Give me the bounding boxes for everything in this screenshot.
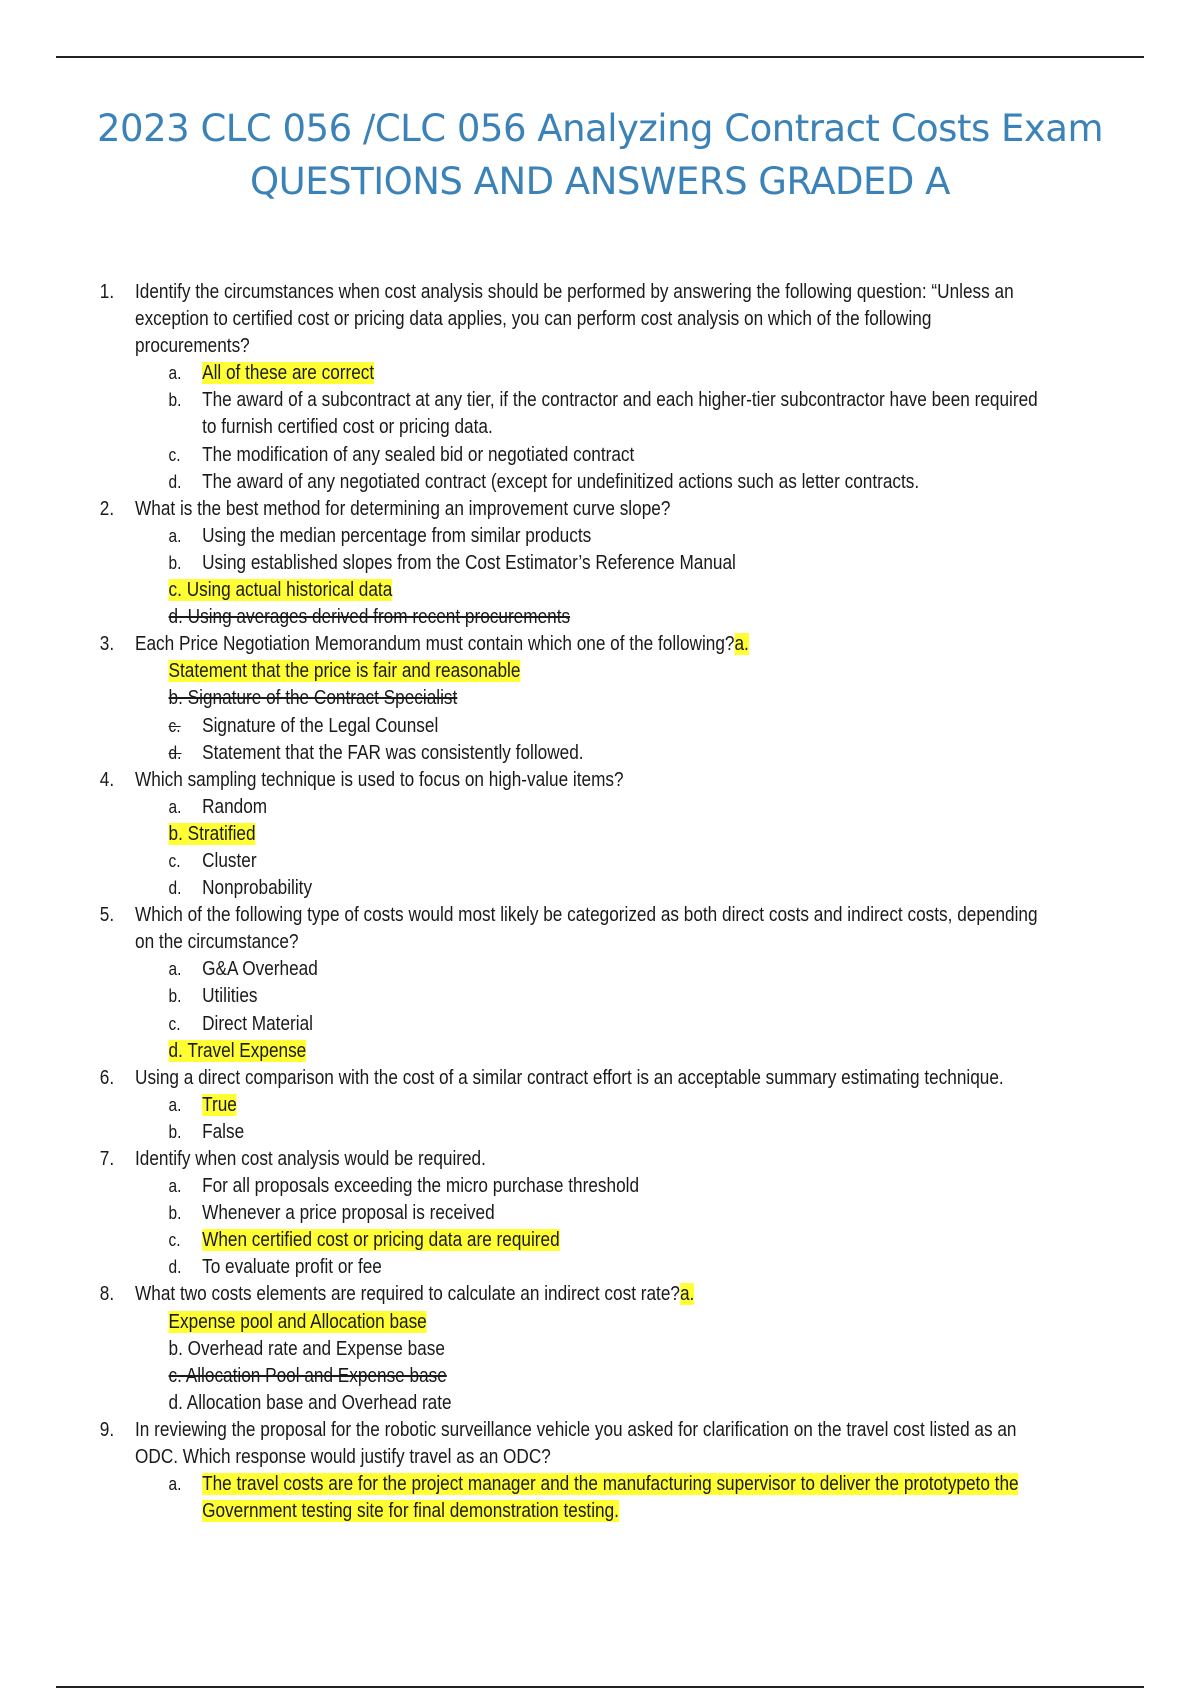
option-text: Statement that the FAR was consistently followed. <box>202 741 584 764</box>
question-item <box>0 1417 1047 1471</box>
question-text: In reviewing the proposal for the robotic surveillance vehicle you asked for clarification on the travel cost listed as an ODC. Which response would justify travel as an ODC? <box>135 1418 1017 1469</box>
option-text: d. Allocation base and Overhead rate <box>168 1391 452 1414</box>
question-item <box>0 496 1047 523</box>
option-text: Cluster <box>202 849 257 872</box>
option-letter: c. <box>168 1230 181 1251</box>
option-letter: c. <box>168 715 181 736</box>
option-letter: d. <box>168 1257 182 1278</box>
option-text: b. Stratified <box>168 822 256 845</box>
answer-option-correct <box>0 658 1020 685</box>
option-text: Utilities <box>202 985 258 1008</box>
option-text: Signature of the Legal Counsel <box>202 714 439 737</box>
answer-option <box>0 1254 1054 1281</box>
question-item <box>0 1281 1047 1308</box>
answer-option <box>0 794 1054 821</box>
answer-option <box>0 1336 1020 1363</box>
footer-rule <box>56 1686 1144 1688</box>
option-text: Using the median percentage from similar products <box>202 524 592 547</box>
option-letter: d. <box>168 742 182 763</box>
answer-option-correct <box>0 1038 1020 1065</box>
option-text: For all proposals exceeding the micro purchase threshold <box>202 1175 640 1198</box>
question-number: 9. <box>99 1418 115 1441</box>
option-letter: a. <box>168 796 182 817</box>
question-number: 7. <box>99 1148 115 1170</box>
question-text: Using a direct comparison with the cost of a similar contract effort is an acceptable summary estimating technique. <box>135 1066 1004 1089</box>
option-letter: b. <box>168 390 182 411</box>
option-text: c. Allocation Pool and Expense base <box>168 1364 447 1387</box>
option-letter: a. <box>168 1094 182 1115</box>
option-letter: b. <box>168 1121 182 1142</box>
option-text: True <box>202 1093 237 1116</box>
title-line-1: 2023 CLC 056 /CLC 056 Analyzing Contract Costs Exam <box>97 107 1103 150</box>
option-letter: c. <box>168 850 181 871</box>
question-list-inner <box>0 279 1200 1525</box>
option-text: Expense pool and Allocation base <box>168 1310 427 1333</box>
answer-option-correct <box>0 1309 1020 1336</box>
option-letter: b. <box>168 552 182 573</box>
option-text: All of these are correct <box>202 362 375 385</box>
question-item <box>0 767 1047 794</box>
option-text: The award of any negotiated contract (except for undefinitized actions such as letter contracts. <box>202 470 920 493</box>
option-text: b. Overhead rate and Expense base <box>168 1337 445 1360</box>
option-text: The modification of any sealed bid or negotiated contract <box>202 443 635 466</box>
answer-option <box>0 469 1054 496</box>
option-text: d. Using averages derived from recent procurements <box>168 606 571 629</box>
question-item <box>0 1065 1047 1092</box>
question-text: Each Price Negotiation Memorandum must contain which one of the following? <box>135 633 735 656</box>
option-text: Whenever a price proposal is received <box>202 1202 495 1225</box>
question-item <box>0 902 1047 956</box>
option-text: b. Signature of the Contract Specialist <box>168 687 458 710</box>
question-list <box>0 279 1038 1525</box>
answer-option-correct <box>0 821 1020 848</box>
answer-option-correct <box>0 1227 1054 1254</box>
option-text: d. Travel Expense <box>168 1039 307 1062</box>
option-letter: d. <box>168 878 182 899</box>
question-number: 6. <box>99 1066 115 1089</box>
option-text: Nonprobability <box>202 877 313 900</box>
answer-option <box>0 523 1054 550</box>
option-letter: d. <box>168 471 182 492</box>
option-text: The travel costs are for the project manager and the manufacturing supervisor to deliver the prototypeto the Government testing site for final demonstration testing. <box>202 1473 1019 1523</box>
option-letter: b. <box>168 986 182 1007</box>
option-letter: a. <box>168 1474 182 1495</box>
question-item <box>0 279 1047 360</box>
header-rule <box>56 56 1144 58</box>
option-letter: a. <box>168 525 182 546</box>
question-number: 4. <box>99 768 115 791</box>
answer-option <box>0 550 1054 577</box>
option-text: G&A Overhead <box>202 958 318 981</box>
question-number: 5. <box>99 904 115 927</box>
answer-option <box>0 604 1020 631</box>
answer-option <box>0 848 1054 875</box>
question-number: 3. <box>99 633 115 656</box>
answer-option <box>0 713 1054 740</box>
answer-option-correct <box>0 577 1020 604</box>
title-line-2: QUESTIONS AND ANSWERS GRADED A <box>250 160 950 203</box>
option-text: When certified cost or pricing data are required <box>202 1229 560 1252</box>
answer-option <box>0 1390 1020 1417</box>
question-text: Identify when cost analysis would be required. <box>135 1148 486 1170</box>
question-item <box>0 1146 1047 1173</box>
question-text: What two costs elements are required to calculate an indirect cost rate? <box>135 1283 680 1306</box>
option-text: Direct Material <box>202 1012 313 1035</box>
answer-option <box>0 1119 1054 1146</box>
option-text: Using established slopes from the Cost Estimator’s Reference Manual <box>202 551 736 574</box>
option-letter: a. <box>168 363 182 384</box>
question-text: What is the best method for determining an improvement curve slope? <box>135 497 671 520</box>
option-letter: a. <box>168 1176 182 1197</box>
answer-option <box>0 1011 1054 1038</box>
answer-option <box>0 1363 1020 1390</box>
question-number: 1. <box>99 281 115 303</box>
option-text: The award of a subcontract at any tier, if the contractor and each higher-tier subcontractor have been required to furnish certified cost or pricing data. <box>202 389 1038 439</box>
question-text: Identify the circumstances when cost analysis should be performed by answering the following question: “Unless an exception to certified cost or pricing data applies, you can perform cost analysis on which of the following procurements? <box>135 281 1014 358</box>
answer-option-correct <box>0 360 1054 387</box>
option-letter: a. <box>168 959 182 980</box>
answer-option <box>0 740 1054 767</box>
answer-option <box>0 1200 1054 1227</box>
answer-option <box>0 442 1054 469</box>
question-text: Which sampling technique is used to focus on high-value items? <box>135 768 624 791</box>
answer-option <box>0 1173 1054 1200</box>
question-answer-letter: a. <box>734 633 749 656</box>
option-text: c. Using actual historical data <box>168 579 393 602</box>
option-letter: c. <box>168 1013 181 1034</box>
answer-option <box>0 956 1054 983</box>
document-title <box>56 102 1144 208</box>
question-number: 8. <box>99 1283 115 1306</box>
answer-option-correct <box>0 1092 1054 1119</box>
option-letter: c. <box>168 444 181 465</box>
option-letter: b. <box>168 1203 182 1224</box>
question-item <box>0 631 1047 658</box>
question-text: Which of the following type of costs would most likely be categorized as both direct costs and indirect costs, depending on the circumstance? <box>135 904 1038 954</box>
option-text: To evaluate profit or fee <box>202 1256 382 1279</box>
question-answer-letter: a. <box>679 1283 695 1306</box>
option-text: False <box>202 1120 245 1143</box>
option-text: Statement that the price is fair and reasonable <box>168 660 521 683</box>
answer-option <box>0 983 1054 1010</box>
option-text: Random <box>202 795 268 818</box>
question-number: 2. <box>99 497 115 520</box>
answer-option <box>0 387 1054 441</box>
answer-option <box>0 875 1054 902</box>
answer-option-correct <box>0 1471 1054 1525</box>
answer-option <box>0 685 1020 712</box>
